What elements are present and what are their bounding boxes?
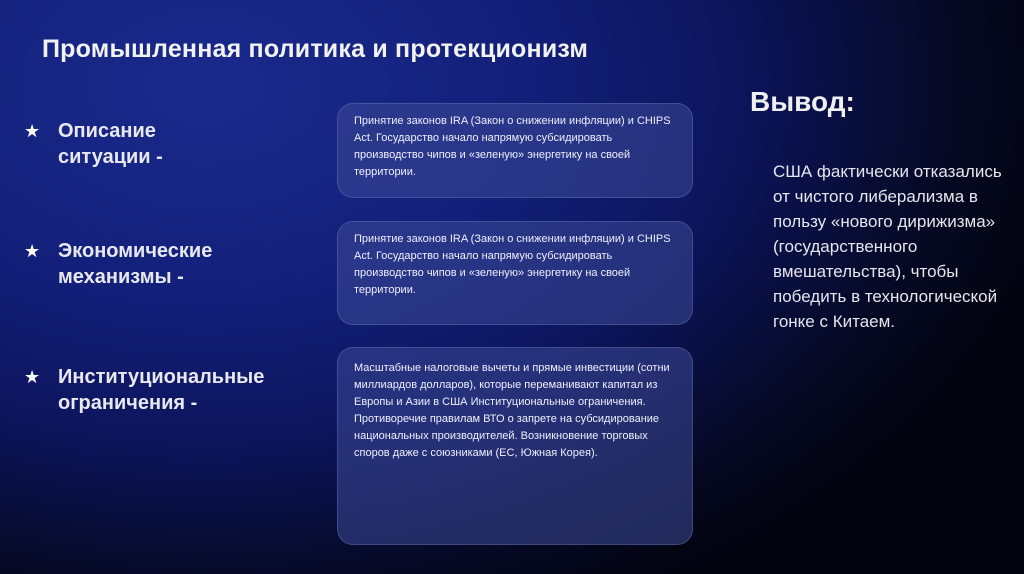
star-icon: ★: [24, 367, 41, 387]
item-institutional-limits: [24, 364, 264, 416]
info-box: Принятие законов IRA (Закон о снижении инфляции) и CHIPS Act. Государство начало напрямую субсидировать производство чипов и «зеленую» энергетику на своей территории.: [337, 103, 693, 198]
info-box: Масштабные налоговые вычеты и прямые инвестиции (сотни миллиардов долларов), которые переманивают капитал из Европы и Азии в США Институциональные ограничения. Противоречие правилам ВТО о запрете на субсидирование национальных производителей. Возникновение торговых споров даже с союзниками (ЕС, Южная Корея).: [337, 347, 693, 545]
item-label: Экономические механизмы -: [58, 240, 213, 288]
star-icon: ★: [24, 121, 41, 141]
slide-title: Промышленная политика и протекционизм: [42, 35, 589, 63]
star-icon: ★: [24, 241, 41, 261]
item-situation: [24, 118, 163, 170]
item-economic-mechanisms: [24, 238, 212, 290]
conclusion-title: Вывод:: [750, 86, 855, 117]
conclusion-text: США фактически отказались от чистого либерализма в пользу «нового дирижизма» (государственного вмешательства), чтобы победить в технологической гонке с Китаем.: [773, 162, 1002, 331]
item-label: Описание ситуации -: [58, 120, 163, 168]
info-box: Принятие законов IRA (Закон о снижении инфляции) и CHIPS Act. Государство начало напрямую субсидировать производство чипов и «зеленую» энергетику на своей территории.: [337, 221, 693, 325]
item-label: Институциональные ограничения -: [58, 366, 265, 414]
